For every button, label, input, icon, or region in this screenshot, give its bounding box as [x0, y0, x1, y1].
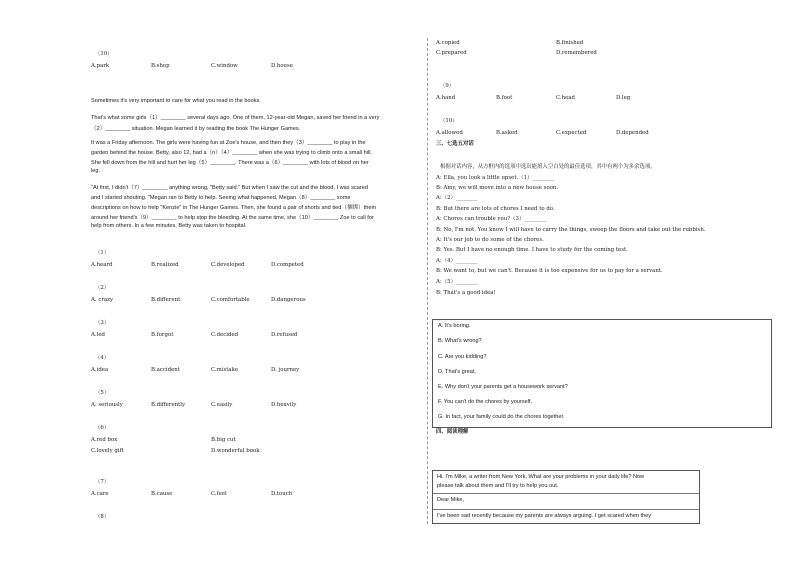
reading-line: please talk about them and I'll try to help you out. — [437, 483, 559, 489]
option: B.shop — [151, 63, 170, 69]
option: A.heard — [91, 262, 113, 268]
option-item: G. In fact, your family could do the chores together. — [438, 414, 565, 420]
option: A.copied — [436, 40, 460, 46]
question-number: （5） — [95, 390, 110, 396]
option: A.red box — [91, 437, 118, 443]
question-number: （10） — [95, 51, 113, 57]
option: C.decided — [211, 332, 239, 338]
reading-line: I've been sad recently because my parents are always arguing. I get scared when they — [437, 513, 652, 519]
option: D.depended — [616, 130, 649, 136]
option: C.feel — [211, 491, 227, 497]
passage-line: It was a Friday afternoon. The girls were having fun at Zoe's house, and then they（3）________ to play in the — [91, 140, 366, 146]
dialogue-line: A: Chores can trouble you?（3）________ — [436, 216, 546, 222]
row-divider — [433, 509, 699, 510]
option: A.allowed — [436, 130, 463, 136]
option: C.lovely gift — [91, 448, 124, 454]
option: B.accident — [151, 367, 180, 373]
row-divider — [433, 493, 699, 494]
question-number: （2） — [95, 285, 110, 291]
option: D.competed — [271, 262, 304, 268]
passage-line: descriptions on how to help "Kenzie" in The Hunger Games. Then, she found a pair of shorts and tied（捆绑）them — [91, 205, 377, 211]
option: D.remembered — [556, 50, 597, 56]
option: C.developed — [211, 262, 245, 268]
option: A.idea — [91, 367, 109, 373]
option: A.led — [91, 332, 105, 338]
option: B.cause — [151, 491, 173, 497]
reading-line: Dear Mike, — [437, 497, 465, 503]
passage-line: （2）________ situation. Megan learned it by reading the book The Hunger Games. — [91, 126, 301, 132]
dialogue-line: B: We want to, but we can't. Because it is too expensive for us to pay for a servant. — [436, 268, 663, 274]
option: D. journey — [271, 367, 300, 373]
dialogue-line: A: It's our job to do some of the chores. — [436, 237, 544, 243]
option: C.expected — [556, 130, 587, 136]
option-item: A. It's boring. — [438, 323, 471, 329]
dialogue-line: B: Amy, we will move into a new house soon. — [436, 185, 559, 191]
option: D.refused — [271, 332, 298, 338]
question-number: （8） — [95, 514, 110, 520]
option: D.house — [271, 63, 293, 69]
section-title: 三、七选五对话 — [436, 141, 474, 147]
question-number: （3） — [95, 320, 110, 326]
option: C.easily — [211, 402, 233, 408]
option: B.realized — [151, 262, 179, 268]
option: A.hand — [436, 95, 456, 101]
passage-line: "At first, I didn't（7）________ anything wrong, "Betty said." But when I saw the cut and the blood, I was scared — [91, 185, 368, 191]
option: B.differently — [151, 402, 186, 408]
option: C.head — [556, 95, 575, 101]
option: C.window — [211, 63, 238, 69]
options-box — [432, 319, 772, 428]
question-number: （9） — [440, 83, 455, 89]
option: A.park — [91, 63, 110, 69]
option: A. seriously — [91, 402, 123, 408]
option-item: B. What's wrong? — [438, 338, 482, 344]
dialogue-line: B: That's a good idea! — [436, 290, 496, 296]
option: D.dangerous — [271, 297, 306, 303]
dialogue-line: B: No, I'm not. You know I will have to carry the things, sweep the floors and take out the rubbish. — [436, 227, 706, 233]
passage-line: That's what some girls（1）________ several days ago. One of them, 12-year-old Megan, saved her friend in a very — [91, 115, 380, 121]
dialogue-line: A:（4）________ — [436, 258, 478, 264]
passage-line: help from others. In a few minutes, Betty was taken to hospital. — [91, 223, 247, 229]
column-divider — [427, 38, 428, 524]
question-number: （1） — [95, 250, 110, 256]
option: B.asked — [496, 130, 518, 136]
option: D.heavily — [271, 402, 297, 408]
dialogue-line: B: But there are lots of chores I need to do. — [436, 206, 555, 212]
question-number: （10） — [440, 118, 458, 124]
reading-line: Hi. I'm Mike, a writer from New York. What are your problems in your daily life? Now — [437, 474, 645, 480]
passage-line: garden behind the house. Betty, also 12, had a（n）（4）________ when she was trying to climb onto a small hill. — [91, 150, 372, 156]
option: D.leg — [616, 95, 631, 101]
section-instructions: 根据对话内容，从方框内的选项中选出能填入空白处的最佳选项，其中有两个为多余选项。 — [440, 164, 656, 170]
option: B.different — [151, 297, 181, 303]
option: C.comfortable — [211, 297, 250, 303]
passage-line: Sometimes it's very important to care for what you read in the books. — [91, 98, 261, 104]
option: B.finished — [556, 40, 584, 46]
dialogue-line: B: Yes. But I have no enough time. I have to study for the coming test. — [436, 247, 628, 253]
option: A. crazy — [91, 297, 114, 303]
question-number: （6） — [95, 425, 110, 431]
option: C.mistake — [211, 367, 239, 373]
option: B.forgot — [151, 332, 174, 338]
option: B.big cut — [211, 437, 236, 443]
option: A.care — [91, 491, 109, 497]
passage-line: and I started shouting. "Megan ran to Betty to help. Seeing what happened, Megan（8）________ some — [91, 195, 351, 201]
option-item: F. You can't do the chores by yourself. — [438, 399, 533, 405]
dialogue-line: A: Ella, you look a little upset.（1）________ — [436, 175, 554, 181]
option: C.prepared — [436, 50, 467, 56]
question-number: （7） — [95, 479, 110, 485]
reading-box — [432, 470, 700, 524]
dialogue-line: A:（5）________ — [436, 279, 478, 285]
passage-line: around her friend's（9）________ to help stop the bleeding. At the same time, she（10）________ Zoe to call for — [91, 215, 374, 221]
option: B.foot — [496, 95, 513, 101]
passage-line: leg. — [91, 168, 101, 174]
section-title: 四、阅读理解 — [436, 429, 469, 435]
dialogue-line: A:（2）________ — [436, 195, 478, 201]
option: D.wonderful book — [211, 448, 260, 454]
passage-line: She fell down from the hill and hurt her leg（5）________. There was a（6）________ with lots of blood on her — [91, 160, 369, 166]
question-number: （4） — [95, 355, 110, 361]
option-item: E. Why don't your parents get a housework servant? — [438, 384, 568, 390]
option: D.touch — [271, 491, 293, 497]
option-item: D. That's great. — [438, 369, 476, 375]
option-item: C. Are you kidding? — [438, 354, 487, 360]
